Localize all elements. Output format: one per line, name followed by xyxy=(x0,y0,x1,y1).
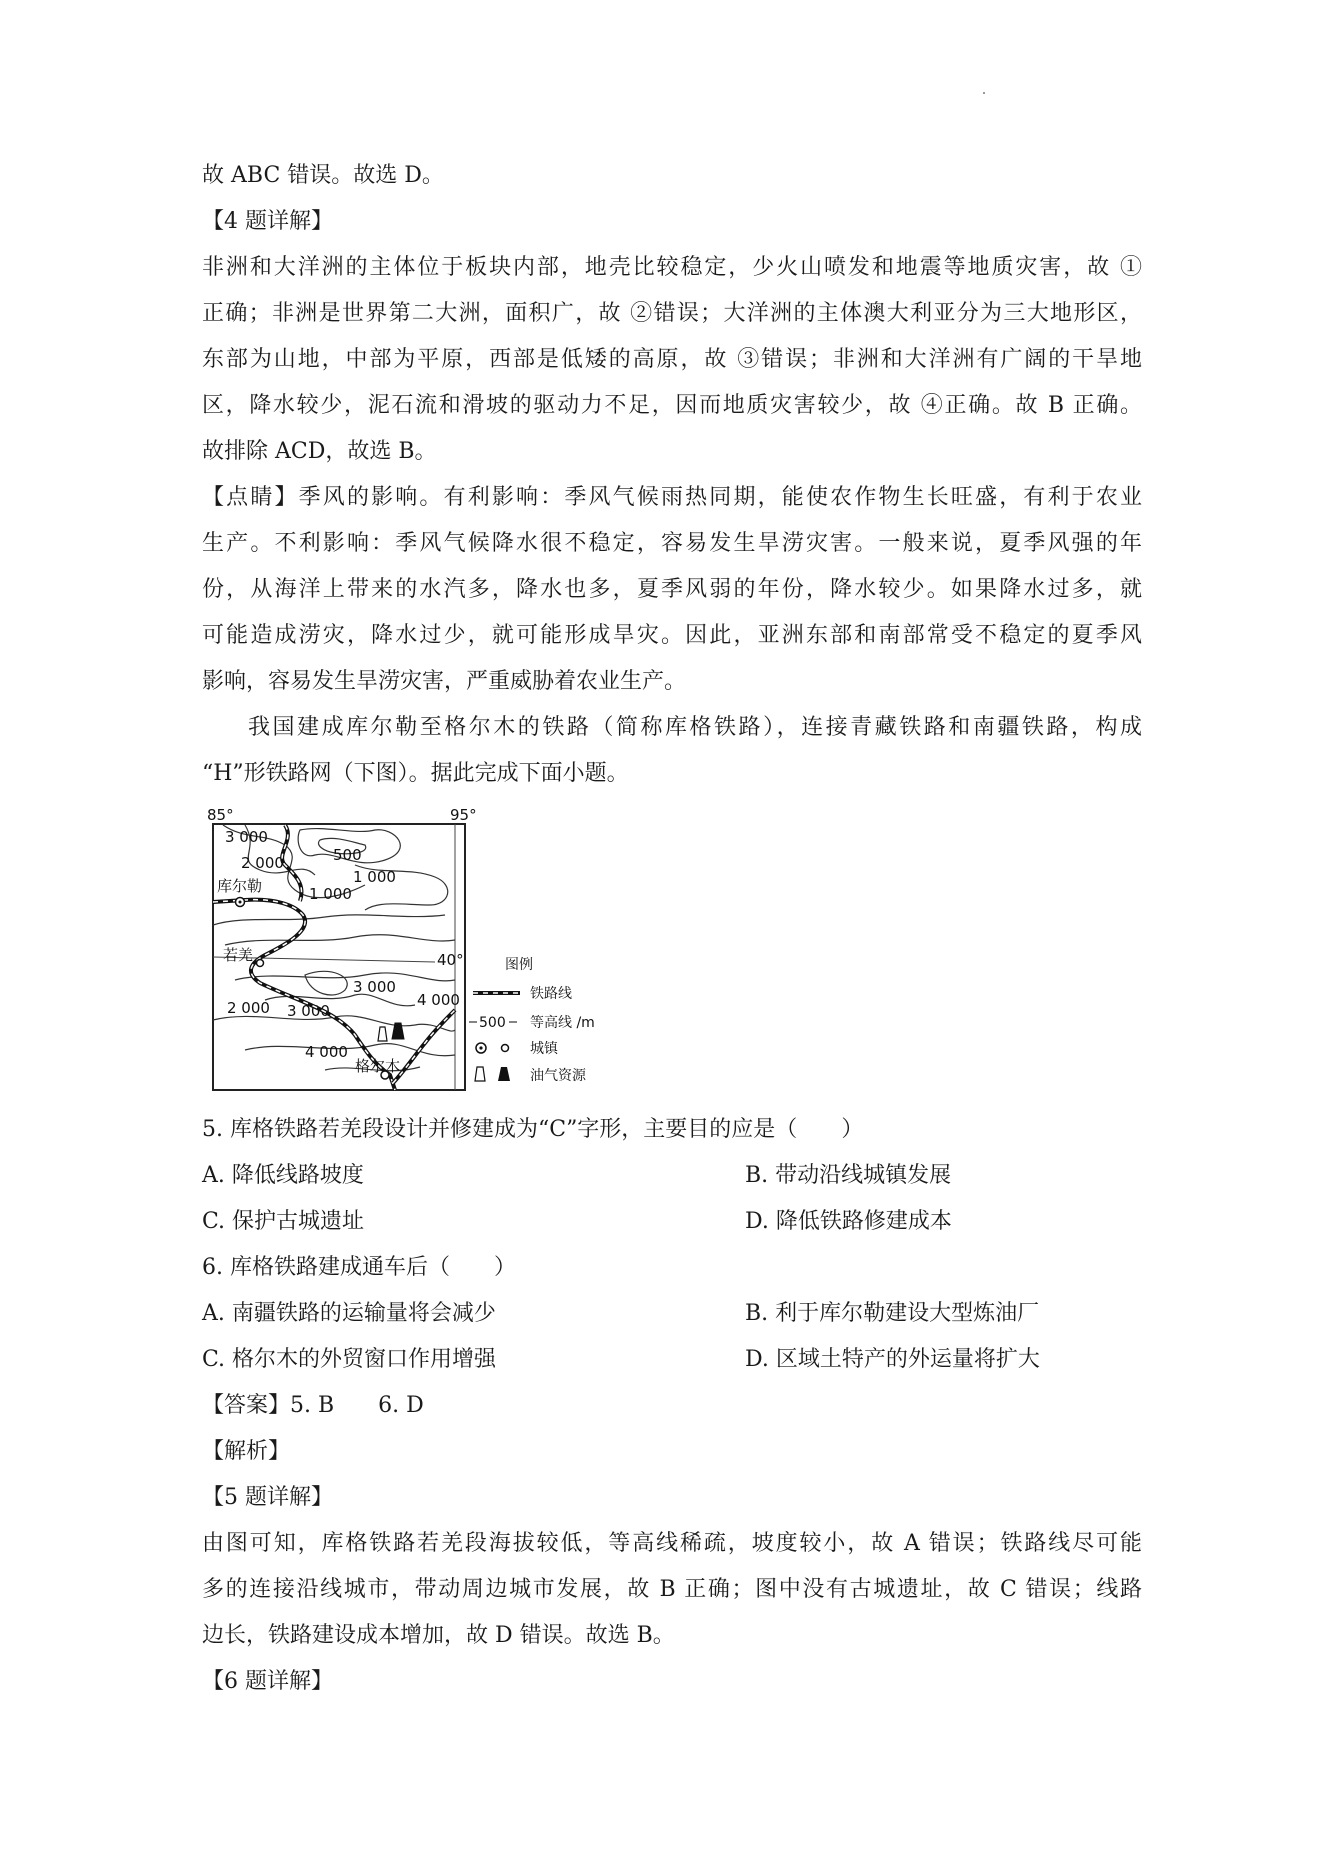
contour-line xyxy=(225,935,455,945)
lon-label-85: 85° xyxy=(207,806,234,824)
answer-line: 【答案】5. B 6. D xyxy=(202,1393,424,1418)
contour-label: 3 000 xyxy=(225,828,268,846)
dianjing-line: 生产。不利影响：季风气候降水很不稳定，容易发生旱涝灾害。一般来说，夏季风强的年 xyxy=(202,531,1142,556)
paragraph-line: 非洲和大洋洲的主体位于板块内部，地壳比较稳定，少火山喷发和地震等地质灾害，故 ① xyxy=(202,255,1142,280)
legend-city-center xyxy=(479,1046,482,1049)
paragraph-line: 边长，铁路建设成本增加，故 D 错误。故选 B。 xyxy=(202,1623,675,1648)
legend-contour-sample: 500 xyxy=(479,1015,506,1031)
paragraph-line: 由图可知，库格铁路若羌段海拔较低，等高线稀疏，坡度较小，故 A 错误；铁路线尽可能 xyxy=(202,1531,1142,1556)
speck xyxy=(983,92,985,94)
dianjing-line: 【点睛】季风的影响。有利影响：季风气候雨热同期，能使农作物生长旺盛，有利于农业 xyxy=(202,485,1142,510)
q5-option-a: A. 降低线路坡度 xyxy=(202,1163,364,1188)
paragraph-line: 正确；非洲是世界第二大洲，面积广，故 ②错误；大洋洲的主体澳大利亚分为三大地形区， xyxy=(202,301,1142,326)
lat-label-40: 40° xyxy=(437,951,464,969)
q6-option-a: A. 南疆铁路的运输量将会减少 xyxy=(202,1301,496,1326)
legend-oil-symbol-hollow xyxy=(475,1067,485,1081)
railway-map xyxy=(205,805,665,1095)
paragraph-line: 故排除 ACD，故选 B。 xyxy=(202,439,437,464)
railway-map-figure xyxy=(205,805,665,1095)
question-intro-line: “H”形铁路网（下图）。据此完成下面小题。 xyxy=(202,761,629,786)
paragraph-line: 故 ABC 错误。故选 D。 xyxy=(202,163,444,188)
map-legend xyxy=(469,957,595,1084)
city-ruoqiang-label: 若羌 xyxy=(223,946,254,964)
question-6: 6. 库格铁路建成通车后（ ） xyxy=(202,1255,516,1280)
contour-label: 1 000 xyxy=(309,885,352,903)
city-korla-center xyxy=(239,901,242,904)
legend-title: 图例 xyxy=(505,957,533,973)
legend-town-label: 城镇 xyxy=(530,1041,558,1057)
city-korla-label: 库尔勒 xyxy=(217,877,263,895)
contour-line xyxy=(235,973,455,981)
q5-option-d: D. 降低铁路修建成本 xyxy=(745,1209,952,1234)
section-heading-q5: 【5 题详解】 xyxy=(202,1485,333,1510)
q6-option-d: D. 区域土特产的外运量将扩大 xyxy=(745,1347,1040,1372)
contour-line xyxy=(213,915,445,925)
contour-line xyxy=(305,971,347,995)
city-ruoqiang-marker xyxy=(257,960,264,967)
q6-option-c: C. 格尔木的外贸窗口作用增强 xyxy=(202,1347,497,1372)
legend-railway-label: 铁路线 xyxy=(530,986,572,1002)
contour-label: 500 xyxy=(333,846,362,864)
q6-option-b: B. 利于库尔勒建设大型炼油厂 xyxy=(745,1301,1040,1326)
q5-option-c: C. 保护古城遗址 xyxy=(202,1209,365,1234)
oil-gas-symbol xyxy=(378,1027,387,1041)
question-intro-line: 我国建成库尔勒至格尔木的铁路（简称库格铁路），连接青藏铁路和南疆铁路，构成 xyxy=(248,715,1142,740)
lon-label-95: 95° xyxy=(450,806,477,824)
legend-town-symbol xyxy=(502,1045,509,1052)
question-5: 5. 库格铁路若羌段设计并修建成为“C”字形，主要目的应是（ ） xyxy=(202,1117,864,1142)
city-golmud-label: 格尔木 xyxy=(355,1057,401,1075)
contour-labels xyxy=(225,828,460,1061)
contour-label: 4 000 xyxy=(305,1043,348,1061)
legend-contour-label: 等高线 /m xyxy=(530,1015,595,1031)
contour-label: 3 000 xyxy=(287,1002,330,1020)
dianjing-line: 影响，容易发生旱涝灾害，严重威胁着农业生产。 xyxy=(202,669,687,694)
paragraph-line: 多的连接沿线城市，带动周边城市发展，故 B 正确；图中没有古城遗址，故 C 错误；线路 xyxy=(202,1577,1142,1602)
legend-oil-symbol-solid xyxy=(498,1067,510,1081)
section-heading-q4: 【4 题详解】 xyxy=(202,209,333,234)
section-heading-q6: 【6 题详解】 xyxy=(202,1669,333,1694)
contour-label: 2 000 xyxy=(227,999,270,1017)
dianjing-line: 份，从海洋上带来的水汽多，降水也多，夏季风弱的年份，降水较少。如果降水过多，就 xyxy=(202,577,1142,602)
legend-oil-gas-label: 油气资源 xyxy=(530,1068,586,1084)
contour-label: 3 000 xyxy=(353,978,396,996)
paragraph-line: 东部为山地，中部为平原，西部是低矮的高原，故 ③错误；非洲和大洋洲有广阔的干旱地 xyxy=(202,347,1142,372)
dianjing-line: 可能造成涝灾，降水过少，就可能形成旱灾。因此，亚洲东部和南部常受不稳定的夏季风 xyxy=(202,623,1142,648)
contour-label: 4 000 xyxy=(417,991,460,1009)
analysis-heading: 【解析】 xyxy=(202,1439,291,1464)
q5-option-b: B. 带动沿线城镇发展 xyxy=(745,1163,952,1188)
contour-label: 2 000 xyxy=(241,854,284,872)
contour-label: 1 000 xyxy=(353,868,396,886)
paragraph-line: 区，降水较少，泥石流和滑坡的驱动力不足，因而地质灾害较少，故 ④正确。故 B 正确。 xyxy=(202,393,1142,418)
